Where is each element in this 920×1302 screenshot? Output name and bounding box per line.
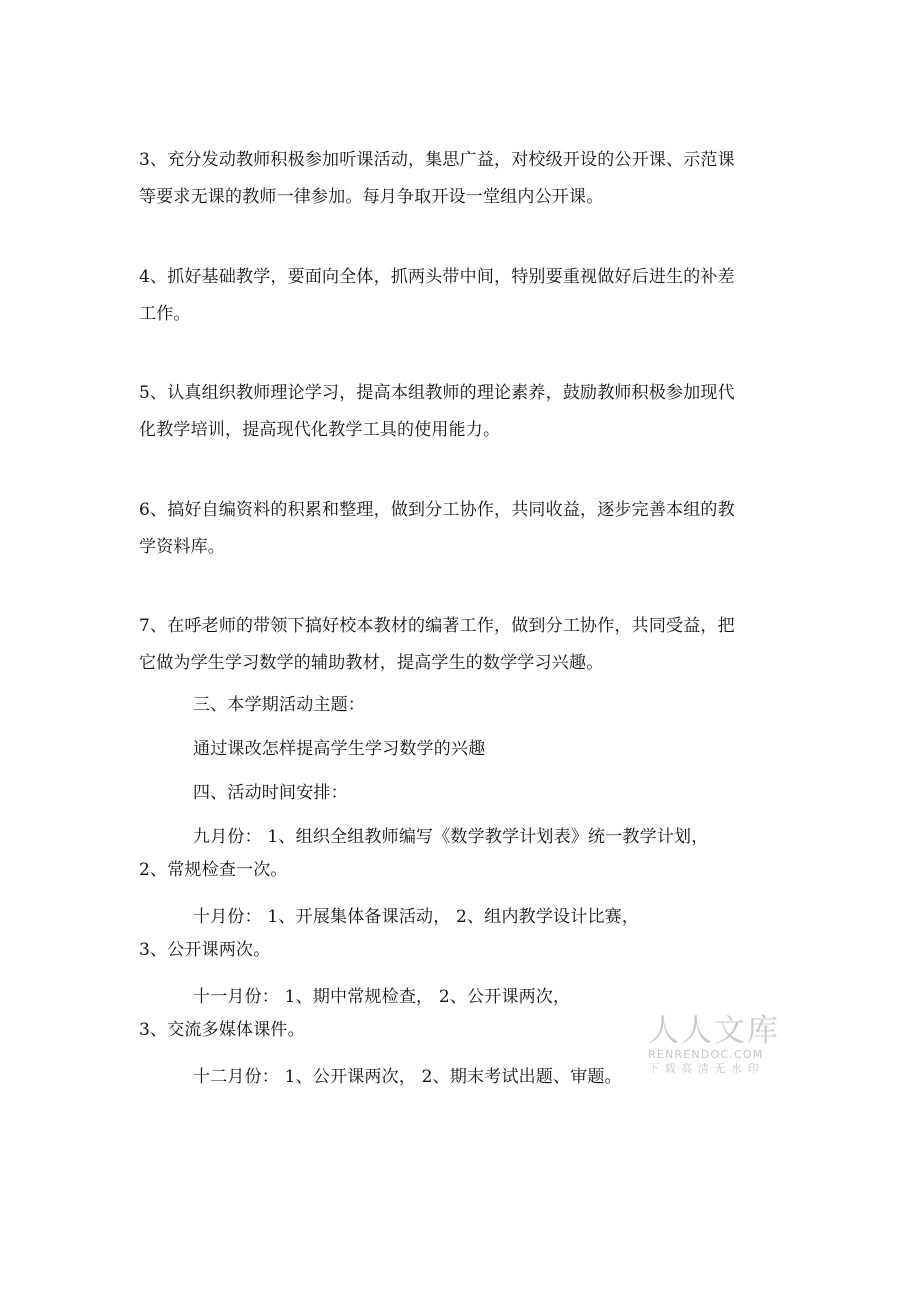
schedule-september-line-1: 九月份： 1、组织全组教师编写《数学教学计划表》统一教学计划， — [193, 827, 709, 847]
item-7-line-1: 7、在呼老师的带领下搞好校本教材的编著工作，做到分工协作，共同受益，把 — [139, 616, 735, 636]
schedule-november-line-1: 十一月份： 1、期中常规检查， 2、公开课两次， — [193, 987, 571, 1007]
section-3-content: 通过课改怎样提高学生学习数学的兴趣 — [193, 739, 486, 759]
schedule-october-line-2: 3、公开课两次。 — [139, 940, 271, 960]
item-4-line-2: 工作。 — [139, 304, 191, 324]
item-7-line-2: 它做为学生学习数学的辅助教材，提高学生的数学学习兴趣。 — [139, 653, 604, 673]
section-3-heading: 三、本学期活动主题： — [193, 695, 365, 715]
watermark-title: 人人文库 — [648, 1013, 780, 1049]
item-3-line-2: 等要求无课的教师一律参加。每月争取开设一堂组内公开课。 — [139, 187, 604, 207]
item-6-line-1: 6、搞好自编资料的积累和整理，做到分工协作，共同收益，逐步完善本组的教 — [139, 500, 735, 520]
item-5-line-2: 化教学培训，提高现代化教学工具的使用能力。 — [139, 420, 501, 440]
item-4-line-1: 4、抓好基础教学，要面向全体，抓两头带中间，特别要重视做好后进生的补差 — [139, 267, 735, 287]
section-4-heading: 四、活动时间安排： — [193, 783, 348, 803]
item-3-line-1: 3、充分发动教师积极参加听课活动，集思广益，对校级开设的公开课、示范课 — [139, 150, 735, 170]
schedule-september-line-2: 2、常规检查一次。 — [139, 860, 288, 880]
item-6-line-2: 学资料库。 — [139, 537, 225, 557]
item-5-line-1: 5、认真组织教师理论学习，提高本组教师的理论素养，鼓励教师积极参加现代 — [139, 383, 735, 403]
schedule-december-line-1: 十二月份： 1、公开课两次， 2、期末考试出题、审题。 — [193, 1067, 622, 1087]
watermark-logo — [648, 1014, 778, 1078]
watermark-domain: RENRENDOC.COM — [648, 1048, 764, 1061]
schedule-november-line-2: 3、交流多媒体课件。 — [139, 1020, 305, 1040]
schedule-october-line-1: 十月份： 1、开展集体备课活动， 2、组内教学设计比赛， — [193, 907, 640, 927]
watermark-slogan: 下载高清无水印 — [648, 1062, 765, 1075]
